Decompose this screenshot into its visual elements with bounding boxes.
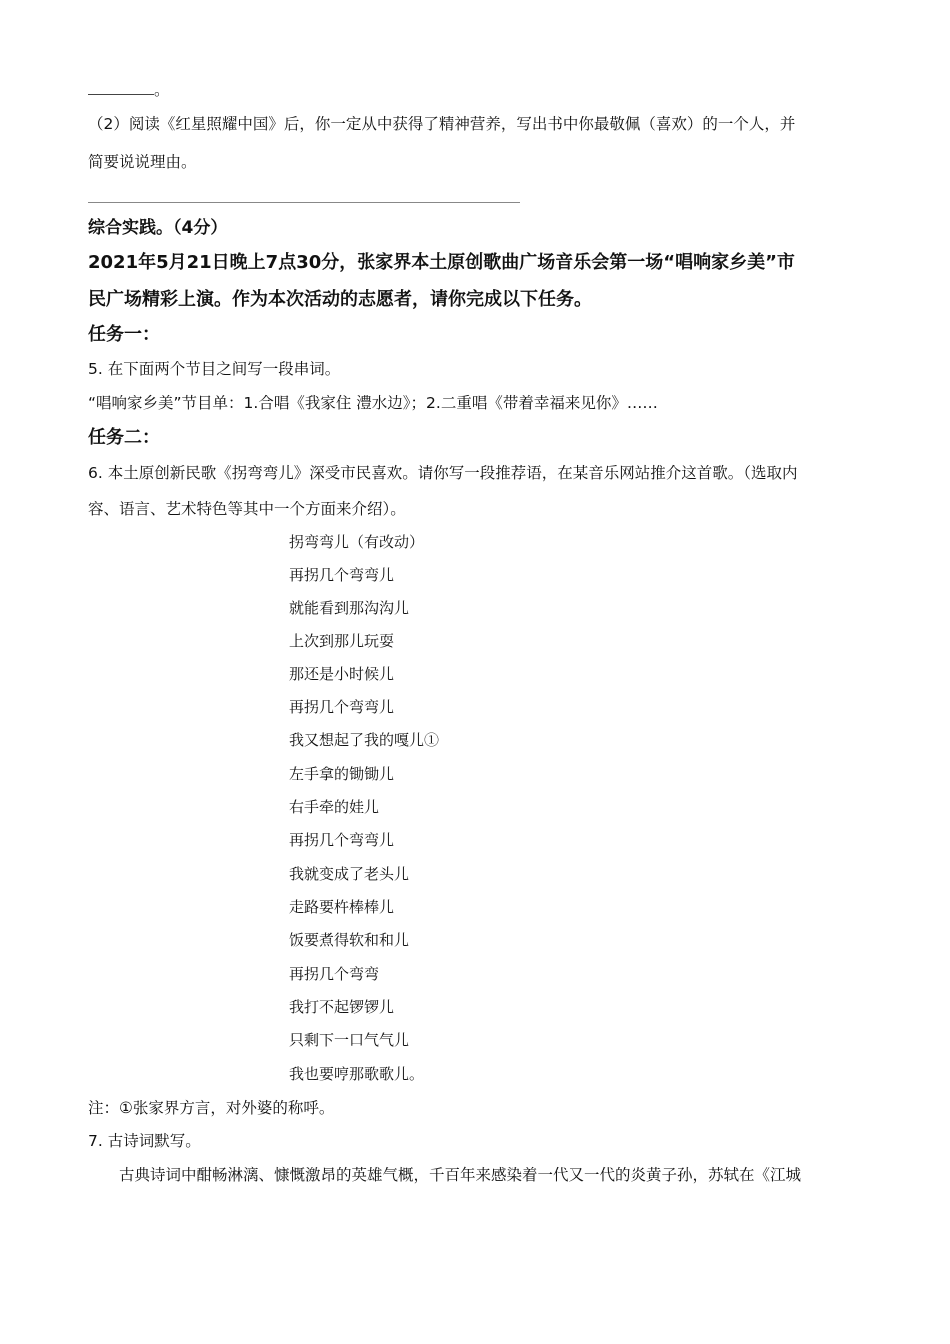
poem-line: 那还是小时候儿 bbox=[289, 665, 395, 683]
poem-line: 上次到那儿玩耍 bbox=[289, 632, 395, 650]
poem-line: 再拐几个弯弯儿 bbox=[289, 566, 395, 584]
poem-line: 再拐几个弯弯儿 bbox=[289, 831, 395, 849]
poem-line: 再拐几个弯弯儿 bbox=[289, 698, 395, 716]
question-6-line1: 6. 本土原创新民歌《拐弯弯儿》深受市民喜欢。请你写一段推荐语，在某音乐网站推介这首歌。（选取内 bbox=[88, 464, 798, 482]
answer-blank-line: 。 bbox=[88, 80, 170, 100]
poem-line: 我也要哼那歌歌儿。 bbox=[289, 1065, 425, 1083]
poem-line: 饭要煮得软和和儿 bbox=[289, 931, 410, 949]
answer-underline[interactable] bbox=[88, 202, 520, 203]
poem-line: 我就变成了老头儿 bbox=[289, 865, 410, 883]
answer-blank[interactable] bbox=[88, 82, 154, 95]
question-2-line1: （2）阅读《红星照耀中国》后，你一定从中获得了精神营养，写出书中你最敬佩（喜欢）的一个人，并 bbox=[88, 115, 796, 133]
poem-line: 我又想起了我的嘎儿① bbox=[289, 731, 440, 749]
poem-title: 拐弯弯儿（有改动） bbox=[289, 533, 425, 551]
question-2-line2: 简要说说理由。 bbox=[88, 153, 197, 171]
practice-intro-line2: 民广场精彩上演。作为本次活动的志愿者，请你完成以下任务。 bbox=[88, 289, 592, 310]
poem-line: 我打不起锣锣儿 bbox=[289, 998, 395, 1016]
poem-line: 右手牵的娃儿 bbox=[289, 798, 380, 816]
poem-line: 左手拿的锄锄儿 bbox=[289, 765, 395, 783]
program-list: “唱响家乡美”节目单：1.合唱《我家住 澧水边》；2.二重唱《带着幸福来见你》…… bbox=[88, 394, 658, 412]
poem-line: 就能看到那沟沟儿 bbox=[289, 599, 410, 617]
question-7-line1: 古典诗词中酣畅淋漓、慷慨激昂的英雄气概，千百年来感染着一代又一代的炎黄子孙，苏轼在《江城 bbox=[119, 1166, 802, 1184]
poem-line: 走路要杵棒棒儿 bbox=[289, 898, 395, 916]
footnote: 注：①张家界方言，对外婆的称呼。 bbox=[88, 1099, 335, 1117]
poem-line: 再拐几个弯弯 bbox=[289, 965, 380, 983]
question-6-line2: 容、语言、艺术特色等其中一个方面来介绍）。 bbox=[88, 500, 406, 518]
poem-line: 只剩下一口气气儿 bbox=[289, 1031, 410, 1049]
task1-heading: 任务一： bbox=[88, 324, 160, 345]
question-5: 5. 在下面两个节目之间写一段串词。 bbox=[88, 360, 341, 378]
practice-title: 综合实践。（4分） bbox=[88, 218, 228, 238]
question-7-title: 7. 古诗词默写。 bbox=[88, 1132, 201, 1150]
task2-heading: 任务二： bbox=[88, 427, 160, 448]
practice-intro-line1: 2021年5月21日晚上7点30分，张家界本土原创歌曲广场音乐会第一场“唱响家乡美”市 bbox=[88, 252, 795, 273]
